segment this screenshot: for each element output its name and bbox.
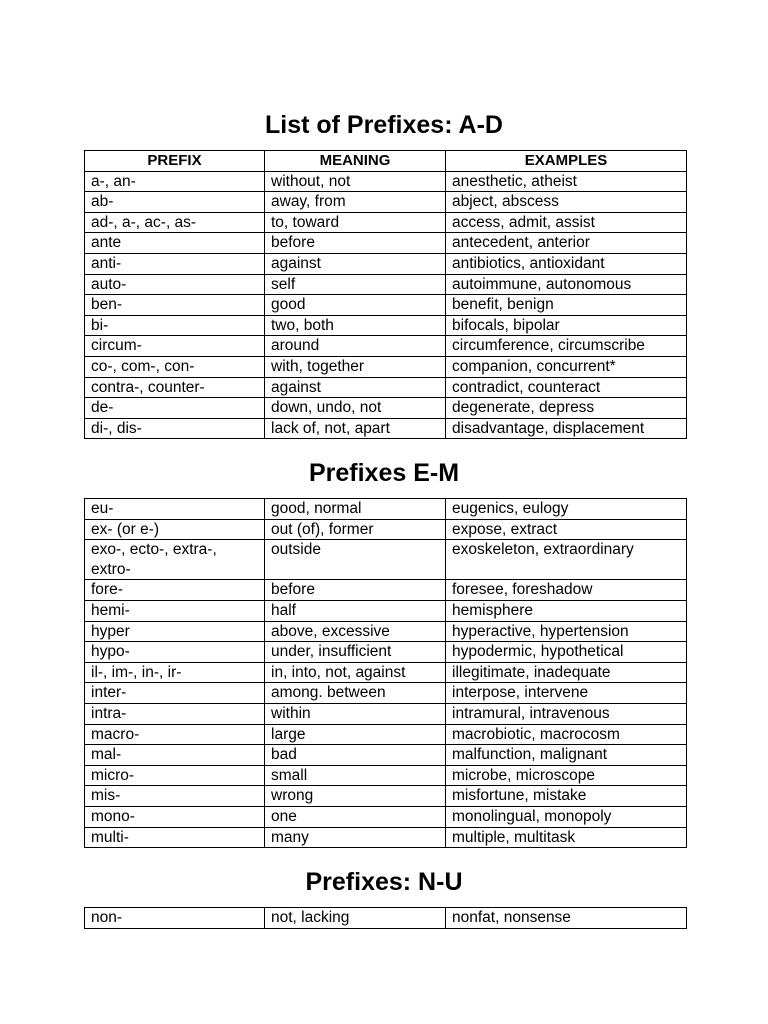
cell-examples: hypodermic, hypothetical: [446, 642, 687, 663]
header-prefix: PREFIX: [85, 151, 265, 172]
cell-meaning: bad: [265, 745, 446, 766]
table-row: [85, 580, 687, 601]
cell-examples: macrobiotic, macrocosm: [446, 724, 687, 745]
cell-meaning: outside: [265, 540, 446, 580]
cell-prefix: anti-: [85, 253, 265, 274]
table-row: [85, 806, 687, 827]
cell-examples: degenerate, depress: [446, 398, 687, 419]
prefix-table-e-m: [84, 498, 687, 848]
table-row: [85, 642, 687, 663]
cell-meaning: many: [265, 827, 446, 848]
table-row: [85, 192, 687, 213]
table-row: [85, 621, 687, 642]
prefix-table-a-d: [84, 150, 687, 439]
cell-meaning: self: [265, 274, 446, 295]
cell-meaning: among. between: [265, 683, 446, 704]
cell-examples: autoimmune, autonomous: [446, 274, 687, 295]
cell-examples: nonfat, nonsense: [446, 908, 687, 929]
table-header-row: [85, 151, 687, 172]
cell-examples: malfunction, malignant: [446, 745, 687, 766]
cell-prefix: hemi-: [85, 600, 265, 621]
cell-prefix: mono-: [85, 806, 265, 827]
table-row: [85, 336, 687, 357]
cell-prefix: non-: [85, 908, 265, 929]
cell-prefix: ad-, a-, ac-, as-: [85, 212, 265, 233]
cell-examples: multiple, multitask: [446, 827, 687, 848]
cell-prefix: hyper: [85, 621, 265, 642]
cell-examples: bifocals, bipolar: [446, 315, 687, 336]
cell-prefix: fore-: [85, 580, 265, 601]
cell-prefix: ex- (or e-): [85, 519, 265, 540]
cell-examples: benefit, benign: [446, 295, 687, 316]
cell-prefix: macro-: [85, 724, 265, 745]
cell-examples: circumference, circumscribe: [446, 336, 687, 357]
cell-meaning: wrong: [265, 786, 446, 807]
table-row: [85, 683, 687, 704]
cell-examples: monolingual, monopoly: [446, 806, 687, 827]
table-row: [85, 315, 687, 336]
cell-prefix: contra-, counter-: [85, 377, 265, 398]
cell-meaning: in, into, not, against: [265, 662, 446, 683]
cell-examples: interpose, intervene: [446, 683, 687, 704]
table-row: [85, 418, 687, 439]
table-row: [85, 212, 687, 233]
cell-examples: illegitimate, inadequate: [446, 662, 687, 683]
cell-examples: eugenics, eulogy: [446, 499, 687, 520]
cell-meaning: under, insufficient: [265, 642, 446, 663]
cell-prefix: ben-: [85, 295, 265, 316]
cell-examples: disadvantage, displacement: [446, 418, 687, 439]
cell-examples: abject, abscess: [446, 192, 687, 213]
cell-examples: exoskeleton, extraordinary: [446, 540, 687, 580]
cell-meaning: above, excessive: [265, 621, 446, 642]
cell-meaning: two, both: [265, 315, 446, 336]
cell-prefix: eu-: [85, 499, 265, 520]
cell-meaning: half: [265, 600, 446, 621]
cell-prefix: multi-: [85, 827, 265, 848]
table-row: [85, 295, 687, 316]
cell-meaning: one: [265, 806, 446, 827]
cell-prefix: de-: [85, 398, 265, 419]
header-examples: EXAMPLES: [446, 151, 687, 172]
table-row: [85, 827, 687, 848]
table-row: [85, 377, 687, 398]
table-row: [85, 253, 687, 274]
table-row: [85, 662, 687, 683]
cell-prefix: a-, an-: [85, 171, 265, 192]
table-row: [85, 519, 687, 540]
cell-examples: misfortune, mistake: [446, 786, 687, 807]
table-row: [85, 499, 687, 520]
cell-examples: microbe, microscope: [446, 765, 687, 786]
cell-prefix: di-, dis-: [85, 418, 265, 439]
cell-meaning: before: [265, 580, 446, 601]
cell-examples: access, admit, assist: [446, 212, 687, 233]
cell-meaning: lack of, not, apart: [265, 418, 446, 439]
cell-prefix: ante: [85, 233, 265, 254]
table-row: [85, 274, 687, 295]
table-row: [85, 600, 687, 621]
cell-meaning: against: [265, 377, 446, 398]
cell-examples: antibiotics, antioxidant: [446, 253, 687, 274]
cell-meaning: around: [265, 336, 446, 357]
prefix-table-n-u: [84, 907, 687, 929]
cell-prefix: micro-: [85, 765, 265, 786]
cell-prefix: circum-: [85, 336, 265, 357]
cell-meaning: small: [265, 765, 446, 786]
cell-meaning: with, together: [265, 356, 446, 377]
cell-examples: anesthetic, atheist: [446, 171, 687, 192]
table-row: [85, 171, 687, 192]
cell-meaning: not, lacking: [265, 908, 446, 929]
cell-meaning: out (of), former: [265, 519, 446, 540]
table-row: [85, 745, 687, 766]
cell-examples: intramural, intravenous: [446, 703, 687, 724]
cell-prefix: auto-: [85, 274, 265, 295]
cell-examples: hemisphere: [446, 600, 687, 621]
cell-prefix: exo-, ecto-, extra-, extro-: [85, 540, 265, 580]
table-row: [85, 233, 687, 254]
cell-meaning: without, not: [265, 171, 446, 192]
cell-meaning: within: [265, 703, 446, 724]
cell-examples: antecedent, anterior: [446, 233, 687, 254]
table-row: [85, 540, 687, 580]
cell-meaning: to, toward: [265, 212, 446, 233]
cell-prefix: ab-: [85, 192, 265, 213]
cell-examples: contradict, counteract: [446, 377, 687, 398]
cell-examples: foresee, foreshadow: [446, 580, 687, 601]
table-row: [85, 765, 687, 786]
cell-prefix: bi-: [85, 315, 265, 336]
cell-meaning: against: [265, 253, 446, 274]
cell-prefix: inter-: [85, 683, 265, 704]
cell-meaning: down, undo, not: [265, 398, 446, 419]
cell-meaning: away, from: [265, 192, 446, 213]
cell-meaning: large: [265, 724, 446, 745]
cell-prefix: il-, im-, in-, ir-: [85, 662, 265, 683]
cell-examples: hyperactive, hypertension: [446, 621, 687, 642]
table-row: [85, 908, 687, 929]
cell-prefix: mal-: [85, 745, 265, 766]
table-row: [85, 398, 687, 419]
cell-prefix: mis-: [85, 786, 265, 807]
cell-meaning: before: [265, 233, 446, 254]
cell-examples: expose, extract: [446, 519, 687, 540]
cell-meaning: good, normal: [265, 499, 446, 520]
section-title-n-u: Prefixes: N-U: [305, 868, 463, 896]
table-row: [85, 703, 687, 724]
cell-meaning: good: [265, 295, 446, 316]
table-row: [85, 724, 687, 745]
cell-prefix: hypo-: [85, 642, 265, 663]
section-title-e-m: Prefixes E-M: [308, 459, 460, 487]
cell-examples: companion, concurrent*: [446, 356, 687, 377]
cell-prefix: intra-: [85, 703, 265, 724]
table-row: [85, 356, 687, 377]
cell-prefix: co-, com-, con-: [85, 356, 265, 377]
section-title-a-d: List of Prefixes: A-D: [264, 111, 503, 139]
header-meaning: MEANING: [265, 151, 446, 172]
table-row: [85, 786, 687, 807]
